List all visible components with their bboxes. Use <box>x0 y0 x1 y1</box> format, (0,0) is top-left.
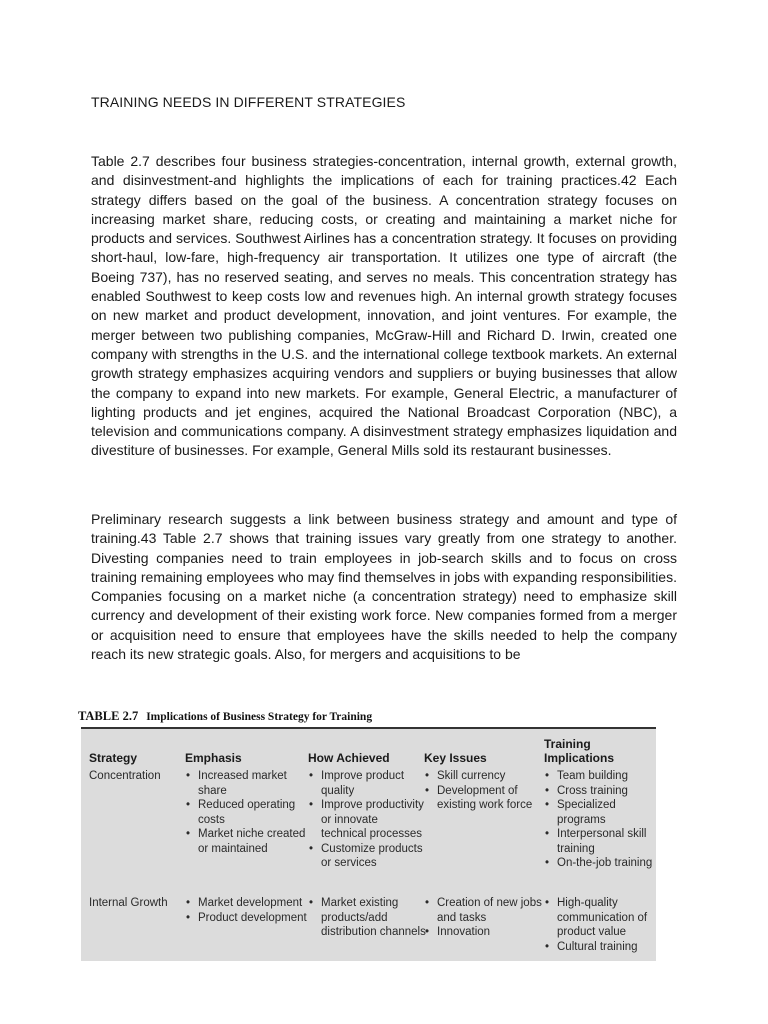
table-title: Implications of Business Strategy for Training <box>146 711 373 723</box>
list-item: • Product development <box>185 911 307 926</box>
list-item: • Cultural training <box>544 940 656 955</box>
header-how-achieved: How Achieved <box>308 751 390 765</box>
strategy-table <box>81 729 656 961</box>
list-item: • Team building <box>544 769 656 784</box>
list-item: • Creation of new jobs and tasks <box>424 896 542 925</box>
row-2-strategy: Internal Growth <box>89 897 168 909</box>
row-2-key-issues <box>424 896 542 940</box>
row-1-strategy: Concentration <box>89 770 161 782</box>
table-figure <box>78 705 656 961</box>
list-item: • Market development <box>185 896 307 911</box>
list-item: • Specialized programs <box>544 798 656 827</box>
list-item: • Market existing products/add distribution channels <box>308 896 426 940</box>
section-heading: TRAINING NEEDS IN DIFFERENT STRATEGIES <box>91 94 406 110</box>
list-item: • Cross training <box>544 784 656 799</box>
list-item: • Customize products or services <box>308 842 426 871</box>
list-item: • Skill currency <box>424 769 542 784</box>
header-key-issues: Key Issues <box>424 751 487 765</box>
table-number: TABLE 2.7 <box>78 709 139 723</box>
row-2-how-achieved <box>308 896 426 940</box>
list-item: • Increased market share <box>185 769 307 798</box>
header-strategy: Strategy <box>89 751 138 765</box>
list-item: • High-quality communication of product value <box>544 896 656 940</box>
list-item: • Market niche created or maintained <box>185 827 307 856</box>
table-caption <box>78 705 656 727</box>
header-emphasis: Emphasis <box>185 751 242 765</box>
list-item: • Interpersonal skill training <box>544 827 656 856</box>
row-1-key-issues <box>424 769 542 813</box>
row-2-training-implications <box>544 896 656 954</box>
list-item: • Innovation <box>424 925 542 940</box>
list-item: • Improve product quality <box>308 769 426 798</box>
row-1-emphasis <box>185 769 307 856</box>
row-1-how-achieved <box>308 769 426 871</box>
list-item: • On-the-job training <box>544 856 656 871</box>
row-2-emphasis <box>185 896 307 925</box>
list-item: • Development of existing work force <box>424 784 542 813</box>
paragraph-2: Preliminary research suggests a link between business strategy and amount and type of training.43 Table 2.7 shows that training issues vary greatly from one strategy to another. Divesting companies need to train employees in job-search skills and to focus on cross training remaining employees who may find themselves in jobs with expanding responsibilities. Companies focusing on a market niche (a concentration strategy) need to emphasize skill currency and development of their existing work force. New companies formed from a merger or acquisition need to ensure that employees have the skills needed to help the company reach its new strategic goals. Also, for mergers and acquisitions to be <box>91 511 677 663</box>
header-training-implications: Training Implications <box>544 737 615 765</box>
paragraph-1: Table 2.7 describes four business strategies-concentration, internal growth, external growth, and disinvestment-and highlights the implications of each for training practices.42 Each strategy differs based on the goal of the business. A concentration strategy focuses on increasing market share, reducing costs, or creating and maintaining a market niche for products and services. Southwest Airlines has a concentration strategy. It focuses on providing short-haul, low-fare, high-frequency air transportation. It utilizes one type of aircraft (the Boeing 737), has no reserved seating, and serves no meals. This concentration strategy has enabled Southwest to keep costs low and revenues high. An internal growth strategy focuses on new market and product development, innovation, and joint ventures. For example, the merger between two publishing companies, McGraw-Hill and Richard D. Irwin, created one company with strengths in the U.S. and the international college textbook markets. An external growth strategy emphasizes acquiring vendors and suppliers or buying businesses that allow the company to expand into new markets. For example, General Electric, a manufacturer of lighting products and jet engines, acquired the National Broadcast Corporation (NBC), a television and communications company. A disinvestment strategy emphasizes liquidation and divestiture of businesses. For example, General Mills sold its restaurant businesses. <box>91 153 677 459</box>
row-1-training-implications <box>544 769 656 871</box>
list-item: • Reduced operating costs <box>185 798 307 827</box>
list-item: • Improve productivity or innovate technical processes <box>308 798 426 842</box>
